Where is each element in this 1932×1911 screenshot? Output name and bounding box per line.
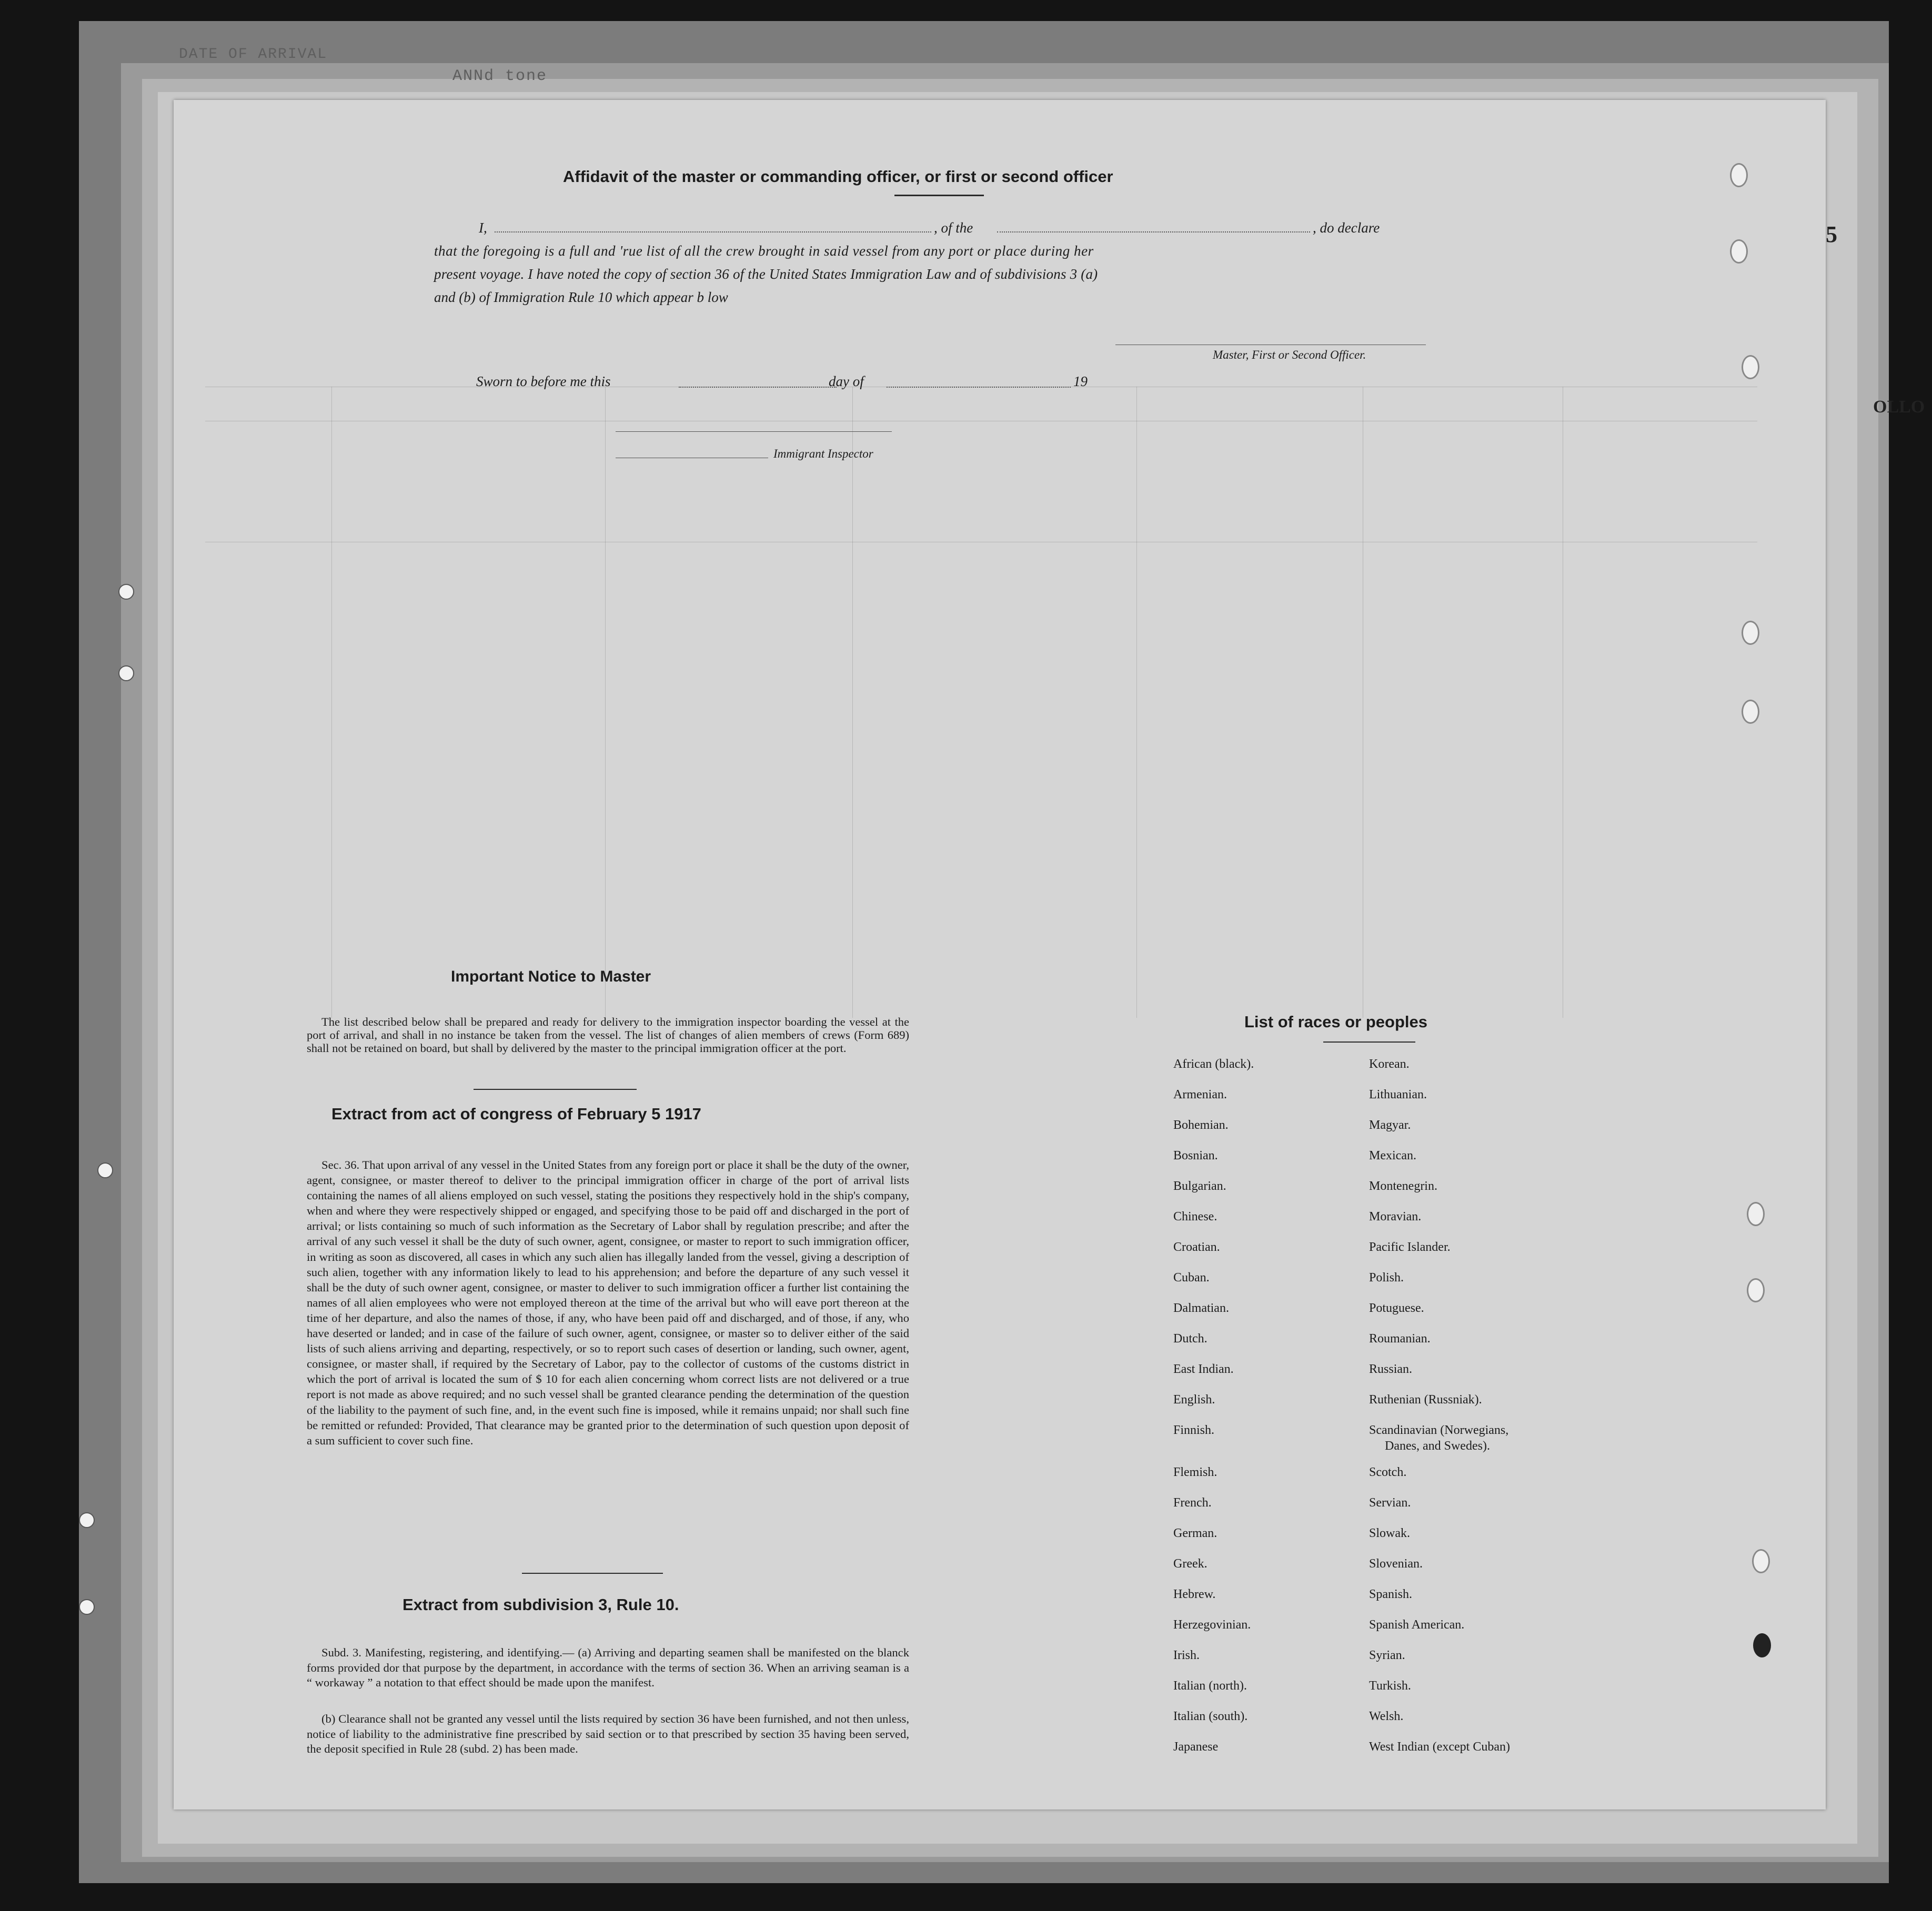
races-left-column [1173,1057,1254,1771]
race-item: Croatian. [1173,1240,1220,1254]
race-item: Irish. [1173,1649,1200,1662]
race-item: Lithuanian. [1369,1088,1427,1101]
race-item: Slowak. [1369,1526,1410,1540]
affidavit-title: Affidavit of the master or commanding officer, or first or second officer [563,167,1113,186]
race-item: Cuban. [1173,1271,1210,1285]
race-item: Armenian. [1173,1088,1227,1101]
binder-hole [1747,1278,1765,1302]
race-item: Montenegrin. [1369,1179,1437,1193]
affidavit-line1-suffix: , do declare [1313,220,1380,236]
binder-hole [1742,355,1759,379]
race-item: Roumanian. [1369,1332,1431,1346]
race-item: Mexican. [1369,1149,1416,1162]
race-item: Spanish American. [1369,1618,1465,1632]
race-item: Spanish. [1369,1588,1413,1601]
notice-title: Important Notice to Master [451,968,651,985]
binder-hole [1730,163,1748,187]
race-item: Hebrew. [1173,1588,1216,1601]
binder-hole [118,665,134,681]
sworn-year: 19 [1073,373,1088,389]
race-item: Herzegovinian. [1173,1618,1251,1632]
affidavit-line4: and (b) of Immigration Rule 10 which appear b low [434,289,728,305]
race-item: Korean. [1369,1057,1410,1071]
vessel-blank[interactable] [997,231,1310,232]
binder-hole [79,1599,95,1615]
race-item: Russian. [1369,1362,1413,1376]
race-item: Dutch. [1173,1332,1208,1346]
race-item: Greek. [1173,1557,1208,1571]
binder-hole [1753,1633,1771,1657]
race-item [1173,1439,1254,1465]
race-item: African (black). [1173,1057,1254,1071]
day-blank[interactable] [679,387,837,388]
binder-hole [79,1512,95,1528]
race-item: Moravian. [1369,1210,1422,1224]
master-signature-caption: Master, First or Second Officer. [1213,348,1366,361]
extract-act-title: Extract from act of congress of February 5 1917 [331,1105,701,1123]
name-blank[interactable] [495,231,931,232]
race-item: Scotch. [1369,1465,1407,1479]
affidavit-line3: present voyage. I have noted the copy of section 36 of the United States Immigration Law and of subdivisions 3 (a) [434,266,1098,282]
form-page [174,100,1826,1809]
affidavit-line1-of-the: , of the [934,220,973,236]
affidavit-line2: that the foregoing is a full and 'rue list of all the crew brought in said vessel from any port or place during her [434,243,1094,259]
race-item: French. [1173,1496,1212,1510]
inspector-signature-line[interactable] [616,431,892,432]
race-item: Scandinavian (Norwegians, [1369,1423,1509,1437]
race-item: Turkish. [1369,1679,1411,1693]
race-item: Japanese [1173,1740,1219,1754]
race-item: Chinese. [1173,1210,1217,1224]
race-item: Ruthenian (Russniak). [1369,1393,1482,1407]
affidavit-line1-prefix: I, [479,220,487,236]
race-item: Syrian. [1369,1649,1405,1662]
page-number: 5 [1826,221,1837,247]
races-title: List of races or peoples [1244,1013,1427,1031]
extract-act-text: Sec. 36. That upon arrival of any vessel in the United States from any foreign port or place it shall be the duty of the owner, agent, consignee, or master thereof to deliver to the principal immigration officer in charge of the port of arrival lists containing the names of all aliens employed on such vessel, stating the positions they respectively hold in the ship's company, when and where they were respectively shipped or engaged, and specifying those to be paid off and discharged in the port of arrival; or lists containing so much of such information as the Secretary of Labor shall by regulation prescribe; and after the arrival of any such vessel it shall be the duty of such owner, agent, consignee, or master to report to such immigration officer, in writing as soon as discovered, all cases in which any such alien has illegally landed from the vessel, giving a description of such alien, together with any information likely to lead to his apprehension; and before the departure of any such vessel it shall be the duty of such owner agent, consignee, or master to deliver to such immigration officer a further list containing the names of all alien employees who were not employed thereon at the time of the arrival but who will eave port thereon at the time of her departure, and also the names of those, if any, who have been paid off and discharged, and of those, if any, who have deserted or landed; and in case of the failure of such owner, agent, consignee, or master so to deliver either of the said lists of such aliens arriving and departing, respectively, or so to report such cases of desertion or landing, such owner, agent, consignee, or master shall, if required by the Secretary of Labor, pay to the collector of customs of the customs district in which the port of arrival is located the sum of $ 10 for each alien concerning whom correct lists are not delivered or a true report is not made as above required; and no such vessel shall be granted clearance pending the determination of the question of the liability to the payment of such fine, and, in the event such fine is imposed, while it remains unpaid; nor shall such fine be remitted or refunded: Provided, That clearance may be granted prior to the determination of such question upon deposit of a sum sufficient to cover such fine. [307,1158,909,1447]
race-item: Polish. [1369,1271,1404,1285]
race-item: Bulgarian. [1173,1179,1226,1193]
race-item: Danes, and Swedes). [1385,1439,1490,1453]
sworn-day-of: day of [829,373,864,389]
race-item: Magyar. [1369,1118,1411,1132]
race-item: Dalmatian. [1173,1301,1229,1315]
race-item: Flemish. [1173,1465,1217,1479]
race-item: Servian. [1369,1496,1411,1510]
race-item: Pacific Islander. [1369,1240,1451,1254]
race-item: Bosnian. [1173,1149,1218,1162]
binder-hole [118,584,134,600]
extract-rule-para-b: (b) Clearance shall not be granted any vessel until the lists required by section 36 have been furnished, and not then unless, notice of liability to the administrative fine prescribed by said section or to that prescribed by section 35 having been served, the deposit specified in Rule 28 (subd. 2) has been made. [307,1712,909,1755]
side-label: OLLO [1873,397,1925,417]
binder-hole [1742,700,1759,724]
notice-text: The list described below shall be prepared and ready for delivery to the immigration inspector boarding the vessel at the port of arrival, and shall in no instance be taken from the vessel. The list of changes of alien members of crews (Form 689) shall not be retained on board, but shall by delivered by the master to the principal immigration officer at the port. [307,1015,909,1055]
month-blank[interactable] [887,387,1071,388]
sworn-prefix: Sworn to before me this [476,373,611,389]
extract-rule-title: Extract from subdivision 3, Rule 10. [402,1595,679,1614]
binder-hole [1752,1549,1770,1573]
race-item: German. [1173,1526,1217,1540]
binder-hole [1730,239,1748,264]
race-item: Welsh. [1369,1710,1404,1723]
stamp-fragment: ANNd tone [452,67,548,85]
race-item: Finnish. [1173,1423,1215,1437]
races-right-column [1369,1057,1510,1771]
race-item: Italian (north). [1173,1679,1247,1693]
binder-hole [1742,621,1759,645]
race-item: Potuguese. [1369,1301,1424,1315]
binder-hole [97,1162,113,1178]
date-of-arrival-header: DATE OF ARRIVAL [179,46,328,63]
race-item: West Indian (except Cuban) [1369,1740,1510,1754]
extract-rule-para-a: Subd. 3. Manifesting, registering, and identifying.— (a) Arriving and departing seamen shall be manifested on the blanck forms provided dor that purpose by the department, in accordance with the terms of section 36. When an arriving seaman is a “ workaway ” a notation to that effect should be made upon the manifest. [307,1646,909,1689]
race-item: Bohemian. [1173,1118,1229,1132]
inspector-caption: Immigrant Inspector [773,447,873,460]
race-item: English. [1173,1393,1215,1407]
race-item: Italian (south). [1173,1710,1248,1723]
race-item: East Indian. [1173,1362,1234,1376]
binder-hole [1747,1202,1765,1226]
race-item: Slovenian. [1369,1557,1423,1571]
